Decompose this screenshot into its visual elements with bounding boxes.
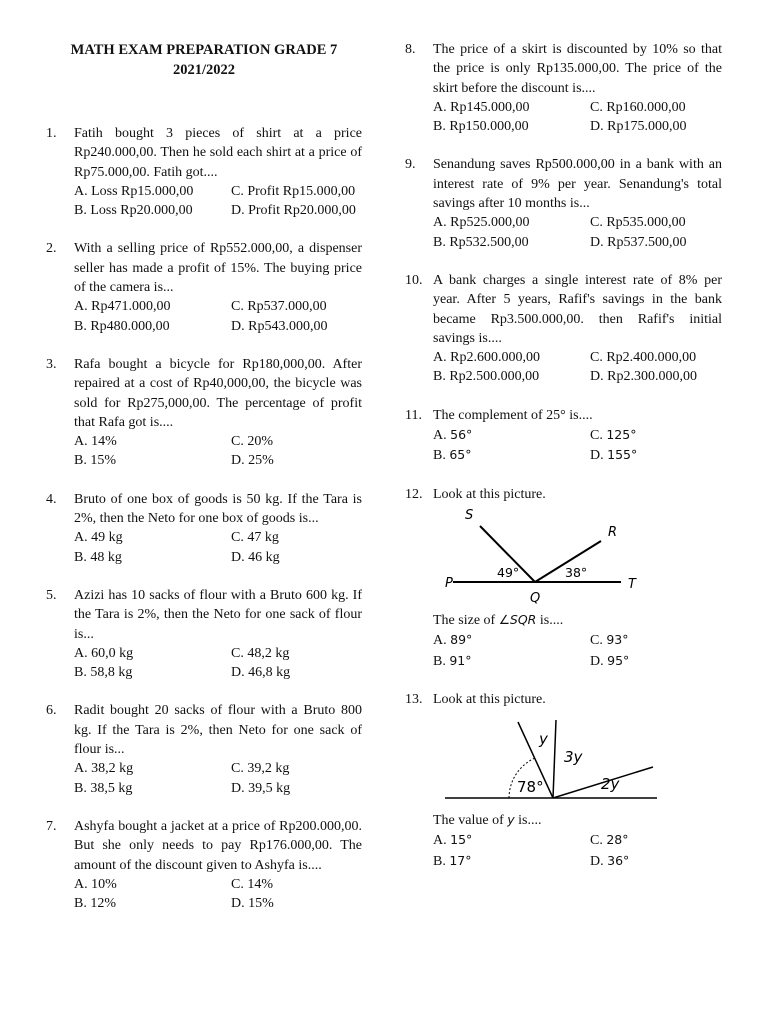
answer-options bbox=[433, 425, 722, 466]
question-number: 2. bbox=[46, 241, 57, 257]
option-b: B. Rp2.500.000,00 bbox=[433, 369, 540, 385]
title-line-2: 2021/2022 bbox=[172, 62, 236, 78]
label-y: y bbox=[539, 730, 548, 749]
label-78: 78° bbox=[517, 778, 544, 797]
question-text-end: is.... bbox=[565, 407, 593, 423]
question-number: 12. bbox=[405, 486, 423, 502]
answer-options bbox=[74, 182, 362, 221]
option-a: A. Rp525.000,00 bbox=[433, 215, 530, 231]
page-title bbox=[46, 40, 362, 80]
option-d: D. 46,8 kg bbox=[231, 665, 291, 681]
option-c: C. 125° bbox=[590, 427, 637, 444]
option-c: C. 93° bbox=[590, 632, 629, 649]
question-13 bbox=[405, 690, 722, 871]
label-s: S bbox=[465, 507, 474, 523]
option-a: A. 89° bbox=[433, 632, 473, 649]
answer-options bbox=[433, 830, 722, 871]
right-column bbox=[405, 40, 722, 890]
question-10 bbox=[405, 271, 722, 387]
title-line-1: MATH EXAM PREPARATION GRADE 7 bbox=[70, 42, 338, 58]
option-c: C. Rp2.400.000,00 bbox=[590, 350, 697, 366]
option-c: C. Rp537.000,00 bbox=[231, 299, 327, 315]
ray-2 bbox=[553, 720, 556, 798]
option-d: D. Rp2.300.000,00 bbox=[590, 369, 697, 385]
label-3y: 3y bbox=[564, 748, 583, 767]
option-b: B. 91° bbox=[433, 652, 472, 669]
option-value: 89° bbox=[450, 632, 473, 648]
option-d: D. 36° bbox=[590, 852, 630, 869]
question-text: Fatih bought 3 pieces of shirt at a price Rp240.000,00. Then he sold each shirt at a price of Rp75.000,00. Fatih got.... bbox=[74, 126, 362, 180]
question-number: 1. bbox=[46, 126, 57, 141]
question-number: 5. bbox=[46, 587, 57, 603]
option-b: B. 15% bbox=[74, 453, 116, 469]
option-a: A. 15° bbox=[433, 832, 473, 849]
option-value: 17° bbox=[449, 852, 472, 868]
option-a: A. Loss Rp15.000,00 bbox=[74, 183, 194, 199]
label-t: T bbox=[628, 576, 636, 592]
question-text-start: The complement of bbox=[433, 407, 547, 423]
question-text: With a selling price of Rp552.000,00, a dispenser seller has made a profit of 15%. The buying price of the camera is... bbox=[74, 241, 362, 296]
option-a: A. 14% bbox=[74, 434, 117, 450]
option-d: D. 155° bbox=[590, 447, 638, 464]
question-text: A bank charges a single interest rate of 8% per year. After 5 years, Rafif's savings in the bank became Rp3.500.000,00. then Rafif's initial savings is.... bbox=[433, 272, 722, 346]
option-d: D. 95° bbox=[590, 652, 630, 669]
question-7 bbox=[46, 817, 362, 913]
option-value: 28° bbox=[606, 832, 629, 848]
option-a: A. 60,0 kg bbox=[74, 645, 134, 661]
answer-options bbox=[433, 213, 722, 252]
option-b: B. Loss Rp20.000,00 bbox=[74, 203, 193, 219]
answer-options bbox=[433, 630, 722, 671]
option-c: C. 39,2 kg bbox=[231, 761, 290, 777]
label-p: P bbox=[445, 575, 453, 591]
question-2 bbox=[46, 239, 362, 335]
option-c: C. 14% bbox=[231, 876, 273, 892]
question-text: Look at this picture. bbox=[433, 691, 546, 707]
question-text: Ashyfa bought a jacket at a price of Rp200.000,00. But she only needs to pay Rp176.000,00. The amount of the discount given to Ashyfa is.... bbox=[74, 818, 362, 873]
question-number: 13. bbox=[405, 691, 423, 707]
question-text: Look at this picture. bbox=[433, 486, 546, 502]
option-d: D. Rp537.500,00 bbox=[590, 234, 687, 250]
option-a: A. 38,2 kg bbox=[74, 761, 134, 777]
question-1 bbox=[46, 124, 362, 220]
question-8 bbox=[405, 40, 722, 136]
option-d: D. 46 kg bbox=[231, 549, 280, 565]
option-d: D. Rp543.000,00 bbox=[231, 318, 328, 334]
option-a: A. 49 kg bbox=[74, 530, 123, 546]
question-number: 8. bbox=[405, 42, 416, 57]
label-2y: 2y bbox=[601, 775, 620, 794]
option-value: 15° bbox=[450, 832, 473, 848]
answer-options bbox=[74, 875, 362, 914]
variable-y: y bbox=[507, 812, 515, 828]
question-4 bbox=[46, 490, 362, 567]
question-12 bbox=[405, 485, 722, 671]
option-c: C. 47 kg bbox=[231, 530, 279, 546]
angle-left-label: 49° bbox=[497, 564, 520, 580]
option-d: D. Profit Rp20.000,00 bbox=[231, 203, 356, 219]
label-q: Q bbox=[530, 590, 541, 606]
option-b: B. 58,8 kg bbox=[74, 665, 133, 681]
option-c: C. Profit Rp15.000,00 bbox=[231, 183, 356, 199]
answer-options bbox=[74, 432, 362, 471]
question-number: 11. bbox=[405, 407, 422, 423]
angle-right-label: 38° bbox=[565, 564, 588, 580]
question-text: Rafa bought a bicycle for Rp180,000,00. After repaired at a cost of Rp40,000,00, the bicycle was sold for Rp275,000,00. The percentage of profit that Rafa got is.... bbox=[74, 356, 362, 430]
left-column bbox=[46, 40, 362, 932]
answer-options bbox=[74, 297, 362, 336]
option-d: D. Rp175.000,00 bbox=[590, 119, 687, 135]
question-text bbox=[433, 406, 722, 425]
question-6 bbox=[46, 701, 362, 797]
question-text: Bruto of one box of goods is 50 kg. If the Tara is 2%, then the Neto for one box of goods is... bbox=[74, 491, 362, 527]
option-value: 91° bbox=[449, 652, 472, 668]
question-text: Azizi has 10 sacks of flour with a Bruto 600 kg. If the Tara is 2%, then the Neto for one sack of flour is... bbox=[74, 587, 362, 642]
answer-options bbox=[433, 98, 722, 137]
option-c: C. 48,2 kg bbox=[231, 645, 290, 661]
option-value: 155° bbox=[607, 447, 638, 463]
angle-notation: ∠SQR bbox=[498, 611, 537, 627]
option-b: B. Rp480.000,00 bbox=[74, 318, 170, 334]
option-b: B. 48 kg bbox=[74, 549, 122, 565]
option-a: A. 56° bbox=[433, 427, 473, 444]
question-text: The price of a skirt is discounted by 10% so that the price is only Rp135.000,00. The price of the skirt before the discount is.... bbox=[433, 42, 722, 96]
option-value: 93° bbox=[606, 632, 629, 648]
angle-figure-13 bbox=[425, 712, 665, 810]
question-number: 7. bbox=[46, 818, 57, 834]
option-a: A. 10% bbox=[74, 876, 117, 892]
option-b: B. 65° bbox=[433, 447, 472, 464]
option-d: D. 15% bbox=[231, 896, 274, 912]
question-9 bbox=[405, 155, 722, 251]
option-a: A. Rp471.000,00 bbox=[74, 299, 171, 315]
option-b: B. 38,5 kg bbox=[74, 780, 133, 796]
option-value: 125° bbox=[606, 427, 637, 443]
option-a: A. Rp2.600.000,00 bbox=[433, 350, 540, 366]
question-text: Radit bought 20 sacks of flour with a Bruto 800 kg. If the Tara is 2%, then Neto for one sack of flour is... bbox=[74, 703, 362, 758]
question-number: 4. bbox=[46, 491, 57, 507]
option-b: B. 12% bbox=[74, 896, 116, 912]
option-b: B. 17° bbox=[433, 852, 472, 869]
option-d: D. 39,5 kg bbox=[231, 780, 291, 796]
option-value: 36° bbox=[607, 852, 630, 868]
option-a: A. Rp145.000,00 bbox=[433, 99, 530, 115]
question-number: 9. bbox=[405, 157, 416, 173]
question-12-prompt: The size of ∠SQR is.... bbox=[433, 611, 564, 628]
answer-options bbox=[74, 528, 362, 567]
label-r: R bbox=[608, 524, 618, 540]
question-number: 6. bbox=[46, 703, 57, 719]
option-value: 95° bbox=[607, 652, 630, 668]
option-c: C. Rp535.000,00 bbox=[590, 215, 686, 231]
question-5 bbox=[46, 586, 362, 682]
option-c: C. 20% bbox=[231, 434, 273, 450]
angle-value: 25° bbox=[546, 407, 566, 423]
answer-options bbox=[433, 348, 722, 387]
question-11 bbox=[405, 406, 722, 466]
angle-figure-12 bbox=[425, 504, 675, 610]
question-13-prompt: The value of y is.... bbox=[433, 812, 542, 829]
option-b: B. Rp532.500,00 bbox=[433, 234, 529, 250]
answer-options bbox=[74, 644, 362, 683]
question-3 bbox=[46, 355, 362, 471]
question-number: 3. bbox=[46, 356, 57, 372]
question-text: Senandung saves Rp500.000,00 in a bank with an interest rate of 9% per year. Senandung's total savings after 10 months is... bbox=[433, 157, 722, 212]
option-value: 56° bbox=[450, 427, 473, 443]
option-c: C. 28° bbox=[590, 832, 629, 849]
option-value: 65° bbox=[449, 447, 472, 463]
question-number: 10. bbox=[405, 272, 423, 288]
option-b: B. Rp150.000,00 bbox=[433, 119, 529, 135]
answer-options bbox=[74, 759, 362, 798]
option-c: C. Rp160.000,00 bbox=[590, 99, 686, 115]
option-d: D. 25% bbox=[231, 453, 274, 469]
